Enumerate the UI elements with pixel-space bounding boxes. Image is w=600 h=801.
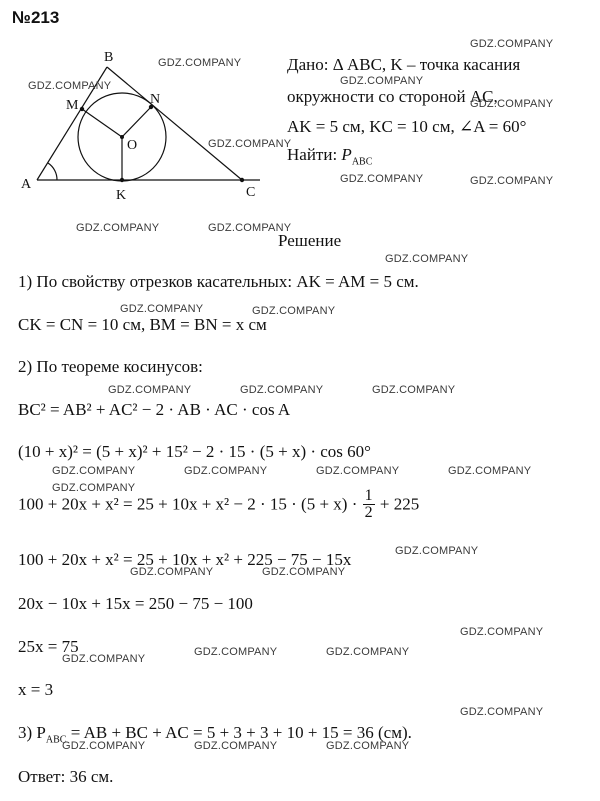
radius-on: [122, 107, 151, 137]
watermark: GDZ.COMPANY: [470, 175, 554, 187]
step2-title: 2) По теореме косинусов:: [18, 357, 203, 376]
solution-heading: Решение: [278, 231, 342, 250]
answer: Ответ: 36 см.: [18, 767, 114, 786]
watermark: GDZ.COMPANY: [52, 482, 136, 494]
watermark: GDZ.COMPANY: [340, 173, 424, 185]
step3-prefix: 3) P: [18, 723, 46, 742]
label-m: M: [66, 98, 79, 113]
find-line: [287, 145, 373, 168]
watermark: GDZ.COMPANY: [194, 646, 278, 658]
fraction-numerator: 1: [364, 487, 373, 504]
watermark: GDZ.COMPANY: [252, 305, 336, 317]
fraction-one-half: [363, 488, 375, 521]
equation-5: 20x − 10x + 15x = 250 − 75 − 100: [18, 594, 253, 613]
step1-line2: CK = CN = 10 см, BM = BN = x см: [18, 315, 267, 334]
watermark: GDZ.COMPANY: [52, 465, 136, 477]
watermark: GDZ.COMPANY: [28, 80, 112, 92]
given-line-1: Дано: Δ ABC, K – точка касания: [287, 55, 521, 74]
watermark: GDZ.COMPANY: [460, 706, 544, 718]
equation-1: BC² = AB² + AC² − 2 · AB · AC · cos A: [18, 400, 291, 419]
problem-number: №213: [12, 8, 60, 27]
fraction-denominator: 2: [364, 504, 373, 521]
watermark: GDZ.COMPANY: [316, 465, 400, 477]
watermark: GDZ.COMPANY: [76, 222, 160, 234]
watermark: GDZ.COMPANY: [130, 566, 214, 578]
angle-a-arc: [48, 163, 57, 180]
watermark: GDZ.COMPANY: [184, 465, 268, 477]
watermark: GDZ.COMPANY: [340, 75, 424, 87]
watermark: GDZ.COMPANY: [372, 384, 456, 396]
watermark: GDZ.COMPANY: [208, 222, 292, 234]
equation-2: (10 + x)² = (5 + x)² + 15² − 2 · 15 · (5 + x) · cos 60°: [18, 442, 371, 461]
watermark: GDZ.COMPANY: [120, 303, 204, 315]
watermark: GDZ.COMPANY: [194, 740, 278, 752]
equation-3-left: 100 + 20x + x² = 25 + 10x + x² − 2 · 15 · (5 + x) ·: [18, 494, 358, 514]
find-label: Найти:: [287, 145, 338, 164]
watermark: GDZ.COMPANY: [208, 138, 292, 150]
equation-7: x = 3: [18, 680, 54, 699]
watermark: GDZ.COMPANY: [158, 57, 242, 69]
label-c: C: [246, 185, 256, 200]
label-a: A: [21, 177, 32, 192]
side-bc: [107, 67, 242, 180]
given-line-3: AK = 5 см, KC = 10 см, ∠A = 60°: [287, 117, 527, 136]
watermark: GDZ.COMPANY: [470, 38, 554, 50]
label-b: B: [104, 50, 114, 65]
watermark: GDZ.COMPANY: [326, 740, 410, 752]
step3-rest: = AB + BC + AC = 5 + 3 + 3 + 10 + 15 = 36 (см).: [66, 723, 412, 742]
watermark: GDZ.COMPANY: [262, 566, 346, 578]
find-value: P: [341, 145, 352, 164]
step3-sub: ABC: [45, 734, 67, 746]
watermark: GDZ.COMPANY: [448, 465, 532, 477]
label-n: N: [150, 92, 161, 107]
equation-3-right: + 225: [379, 494, 420, 514]
watermark: GDZ.COMPANY: [395, 545, 479, 557]
watermark: GDZ.COMPANY: [385, 253, 469, 265]
watermark: GDZ.COMPANY: [470, 98, 554, 110]
watermark: GDZ.COMPANY: [108, 384, 192, 396]
watermark: GDZ.COMPANY: [62, 740, 146, 752]
watermark: GDZ.COMPANY: [326, 646, 410, 658]
radius-om: [82, 109, 122, 137]
label-o: O: [127, 138, 138, 153]
watermark: GDZ.COMPANY: [240, 384, 324, 396]
label-k: K: [116, 188, 127, 203]
watermark: GDZ.COMPANY: [62, 653, 146, 665]
given-line-2: окружности со стороной AC,: [287, 87, 498, 106]
equation-4: 100 + 20x + x² = 25 + 10x + x² + 225 − 75 − 15x: [18, 550, 352, 569]
step1-line1: 1) По свойству отрезков касательных: AK = AM = 5 см.: [18, 272, 419, 291]
equation-6: 25x = 75: [18, 637, 79, 656]
find-sub: ABC: [351, 156, 373, 168]
watermark: GDZ.COMPANY: [460, 626, 544, 638]
